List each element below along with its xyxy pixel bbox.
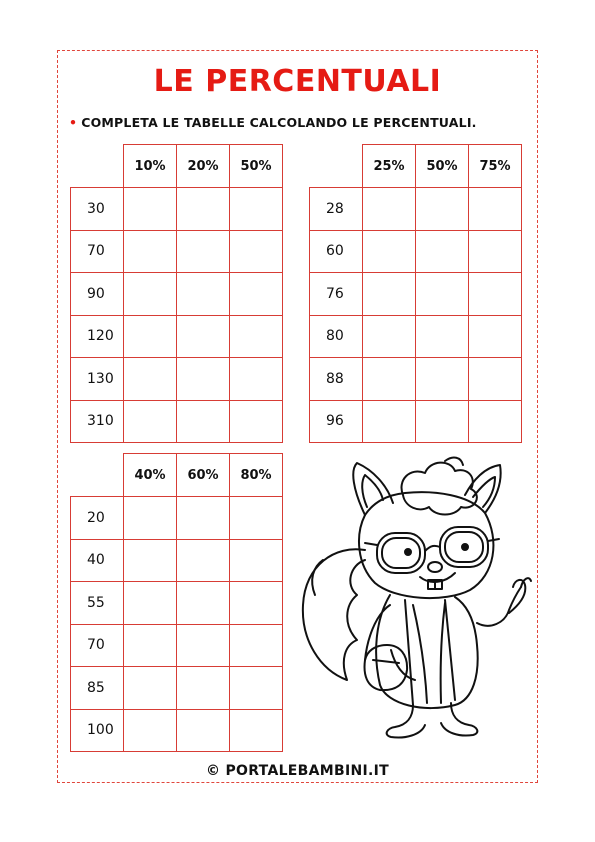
answer-cell[interactable] <box>230 582 283 625</box>
row-value: 120 <box>71 315 124 358</box>
answer-cell[interactable] <box>469 400 522 443</box>
answer-cell[interactable] <box>177 667 230 710</box>
table-header: 80% <box>230 454 283 497</box>
row-value: 76 <box>310 273 363 316</box>
answer-cell[interactable] <box>177 709 230 752</box>
table-header: 50% <box>230 145 283 188</box>
table-row <box>71 582 283 625</box>
table-row <box>310 400 522 443</box>
row-value: 40 <box>71 539 124 582</box>
percent-table-1 <box>70 144 283 443</box>
table-row <box>310 315 522 358</box>
row-value: 85 <box>71 667 124 710</box>
row-value: 88 <box>310 358 363 401</box>
answer-cell[interactable] <box>416 230 469 273</box>
row-value: 28 <box>310 188 363 231</box>
answer-cell[interactable] <box>416 315 469 358</box>
table-header: 50% <box>416 145 469 188</box>
answer-cell[interactable] <box>124 230 177 273</box>
answer-cell[interactable] <box>416 358 469 401</box>
table-corner <box>71 454 124 497</box>
answer-cell[interactable] <box>230 497 283 540</box>
answer-cell[interactable] <box>230 400 283 443</box>
row-value: 96 <box>310 400 363 443</box>
answer-cell[interactable] <box>363 358 416 401</box>
row-value: 60 <box>310 230 363 273</box>
table-row <box>71 315 283 358</box>
answer-cell[interactable] <box>363 315 416 358</box>
table-row <box>71 497 283 540</box>
table-row <box>310 273 522 316</box>
answer-cell[interactable] <box>124 539 177 582</box>
row-value: 20 <box>71 497 124 540</box>
row-value: 70 <box>71 230 124 273</box>
answer-cell[interactable] <box>469 315 522 358</box>
answer-cell[interactable] <box>124 582 177 625</box>
table-header: 40% <box>124 454 177 497</box>
row-value: 55 <box>71 582 124 625</box>
answer-cell[interactable] <box>124 667 177 710</box>
answer-cell[interactable] <box>416 400 469 443</box>
answer-cell[interactable] <box>124 400 177 443</box>
answer-cell[interactable] <box>363 230 416 273</box>
answer-cell[interactable] <box>230 358 283 401</box>
answer-cell[interactable] <box>177 497 230 540</box>
percent-table-2 <box>309 144 522 443</box>
answer-cell[interactable] <box>416 188 469 231</box>
row-value: 100 <box>71 709 124 752</box>
row-value: 80 <box>310 315 363 358</box>
answer-cell[interactable] <box>177 582 230 625</box>
table-header-row <box>71 454 283 497</box>
table-row <box>71 539 283 582</box>
table-row <box>310 230 522 273</box>
table-header-row <box>71 145 283 188</box>
answer-cell[interactable] <box>469 188 522 231</box>
answer-cell[interactable] <box>469 230 522 273</box>
answer-cell[interactable] <box>363 273 416 316</box>
table-corner <box>71 145 124 188</box>
answer-cell[interactable] <box>124 315 177 358</box>
table-row <box>310 358 522 401</box>
answer-cell[interactable] <box>124 358 177 401</box>
row-value: 130 <box>71 358 124 401</box>
footer-credit: © PORTALEBAMBINI.IT <box>206 763 389 779</box>
answer-cell[interactable] <box>177 624 230 667</box>
answer-cell[interactable] <box>124 273 177 316</box>
answer-cell[interactable] <box>124 709 177 752</box>
answer-cell[interactable] <box>469 273 522 316</box>
answer-cell[interactable] <box>230 273 283 316</box>
answer-cell[interactable] <box>416 273 469 316</box>
table-row <box>310 188 522 231</box>
table-header: 60% <box>177 454 230 497</box>
table-row <box>71 400 283 443</box>
row-value: 70 <box>71 624 124 667</box>
answer-cell[interactable] <box>124 497 177 540</box>
table-row <box>71 624 283 667</box>
answer-cell[interactable] <box>230 539 283 582</box>
table-row <box>71 188 283 231</box>
answer-cell[interactable] <box>177 539 230 582</box>
row-value: 310 <box>71 400 124 443</box>
table-header: 10% <box>124 145 177 188</box>
table-row <box>71 709 283 752</box>
table-header-row <box>310 145 522 188</box>
table-header: 75% <box>469 145 522 188</box>
table-row <box>71 230 283 273</box>
instruction-text: COMPLETA LE TABELLE CALCOLANDO LE PERCENTUALI. <box>81 115 477 130</box>
answer-cell[interactable] <box>177 315 230 358</box>
answer-cell[interactable] <box>124 188 177 231</box>
row-value: 90 <box>71 273 124 316</box>
answer-cell[interactable] <box>230 230 283 273</box>
instruction-bullet: • <box>69 115 78 130</box>
table-row <box>71 667 283 710</box>
answer-cell[interactable] <box>363 188 416 231</box>
answer-cell[interactable] <box>124 624 177 667</box>
answer-cell[interactable] <box>230 188 283 231</box>
row-value: 30 <box>71 188 124 231</box>
table-header: 20% <box>177 145 230 188</box>
answer-cell[interactable] <box>177 230 230 273</box>
answer-cell[interactable] <box>230 624 283 667</box>
answer-cell[interactable] <box>469 358 522 401</box>
answer-cell[interactable] <box>177 400 230 443</box>
squirrel-illustration <box>295 455 535 745</box>
answer-cell[interactable] <box>230 709 283 752</box>
percent-table-3 <box>70 453 283 752</box>
table-row <box>71 358 283 401</box>
answer-cell[interactable] <box>363 400 416 443</box>
table-row <box>71 273 283 316</box>
answer-cell[interactable] <box>177 188 230 231</box>
answer-cell[interactable] <box>230 315 283 358</box>
answer-cell[interactable] <box>230 667 283 710</box>
instruction <box>69 115 477 130</box>
table-corner <box>310 145 363 188</box>
answer-cell[interactable] <box>177 358 230 401</box>
answer-cell[interactable] <box>177 273 230 316</box>
page-title: LE PERCENTUALI <box>153 64 442 99</box>
table-header: 25% <box>363 145 416 188</box>
